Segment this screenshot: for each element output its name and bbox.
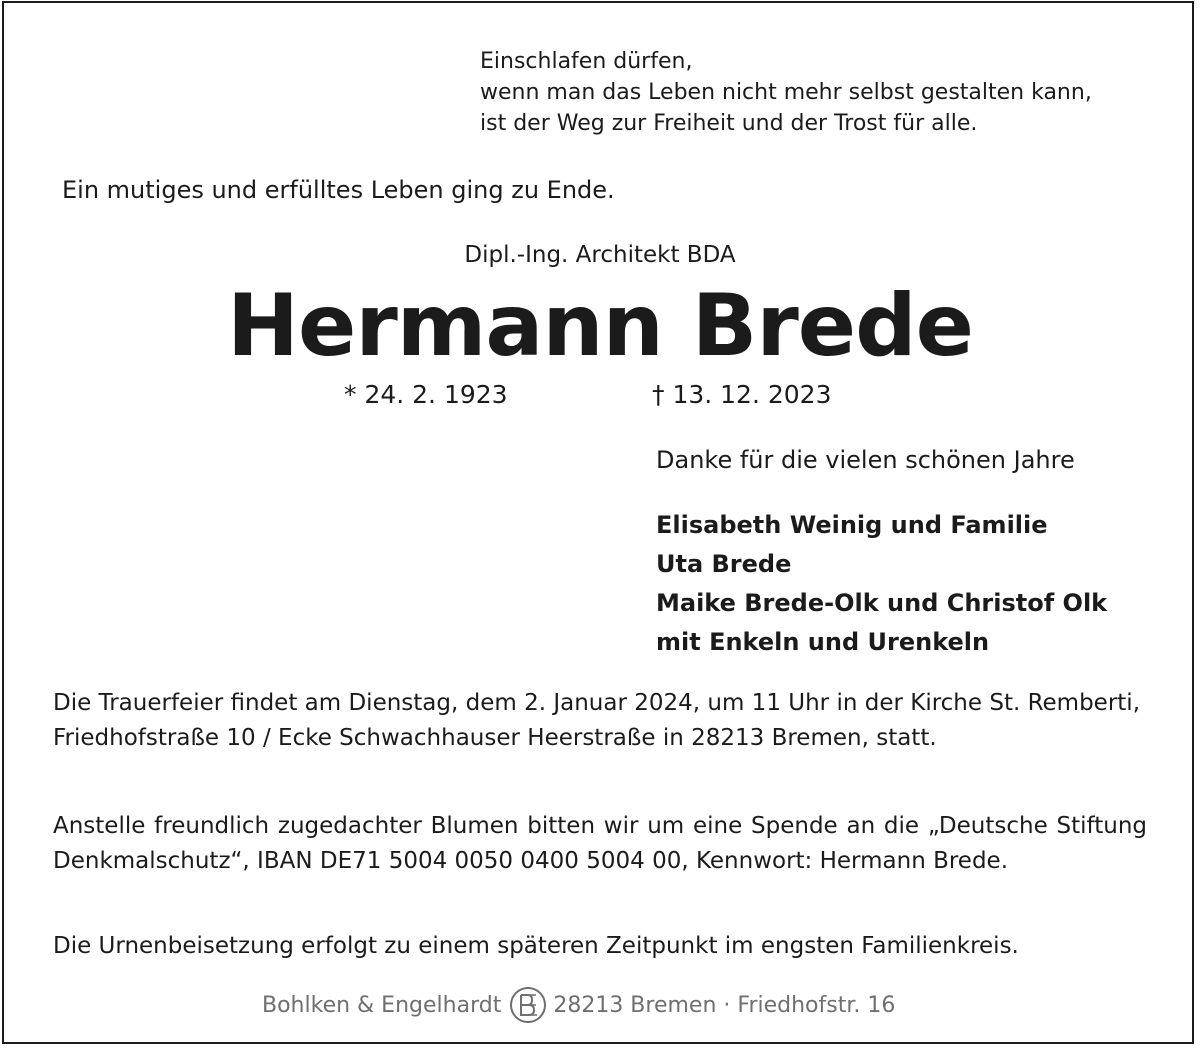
poem-line: ist der Weg zur Freiheit und der Trost für alle. [480,111,978,136]
death-date: † 13. 12. 2023 [652,380,832,409]
ceremony-paragraph: Die Trauerfeier findet am Dienstag, dem 2. Januar 2024, um 11 Uhr in der Kirche St. Remberti, Friedhofstraße 10 / Ecke Schwachhauser Heerstraße in 28213 Bremen, statt. [53,690,1141,751]
funeral-home-footer [262,986,895,1024]
family-member: Maike Brede-Olk und Christof Olk [656,589,1108,617]
poem [480,46,1092,139]
thanks-text: Danke für die vielen schönen Jahre [656,446,1075,474]
deceased-name: Hermann Brede [227,276,973,376]
family-list [656,506,1107,662]
birth-date: * 24. 2. 1923 [344,380,508,409]
intro-text: Ein mutiges und erfülltes Leben ging zu Ende. [62,176,615,204]
be-monogram-logo-icon [509,986,547,1024]
family-member: mit Enkeln und Urenkeln [656,628,990,656]
burial-paragraph: Die Urnenbeisetzung erfolgt zu einem späteren Zeitpunkt im engsten Familienkreis. [53,933,1019,959]
professional-title: Dipl.-Ing. Architekt BDA [464,242,736,268]
poem-line: wenn man das Leben nicht mehr selbst gestalten kann, [480,80,1092,105]
poem-line: Einschlafen dürfen, [480,49,693,74]
family-member: Uta Brede [656,550,792,578]
family-member: Elisabeth Weinig und Familie [656,511,1048,539]
funeral-home-name: Bohlken & Engelhardt [262,992,502,1018]
donation-paragraph: Anstelle freundlich zugedachter Blumen bitten wir um eine Spende an die „Deutsche Stiftung Denkmalschutz“, IBAN DE71 5004 0050 0400 5004 00, Kennwort: Hermann Brede. [53,813,1147,874]
funeral-home-address: 28213 Bremen · Friedhofstr. 16 [553,992,896,1018]
